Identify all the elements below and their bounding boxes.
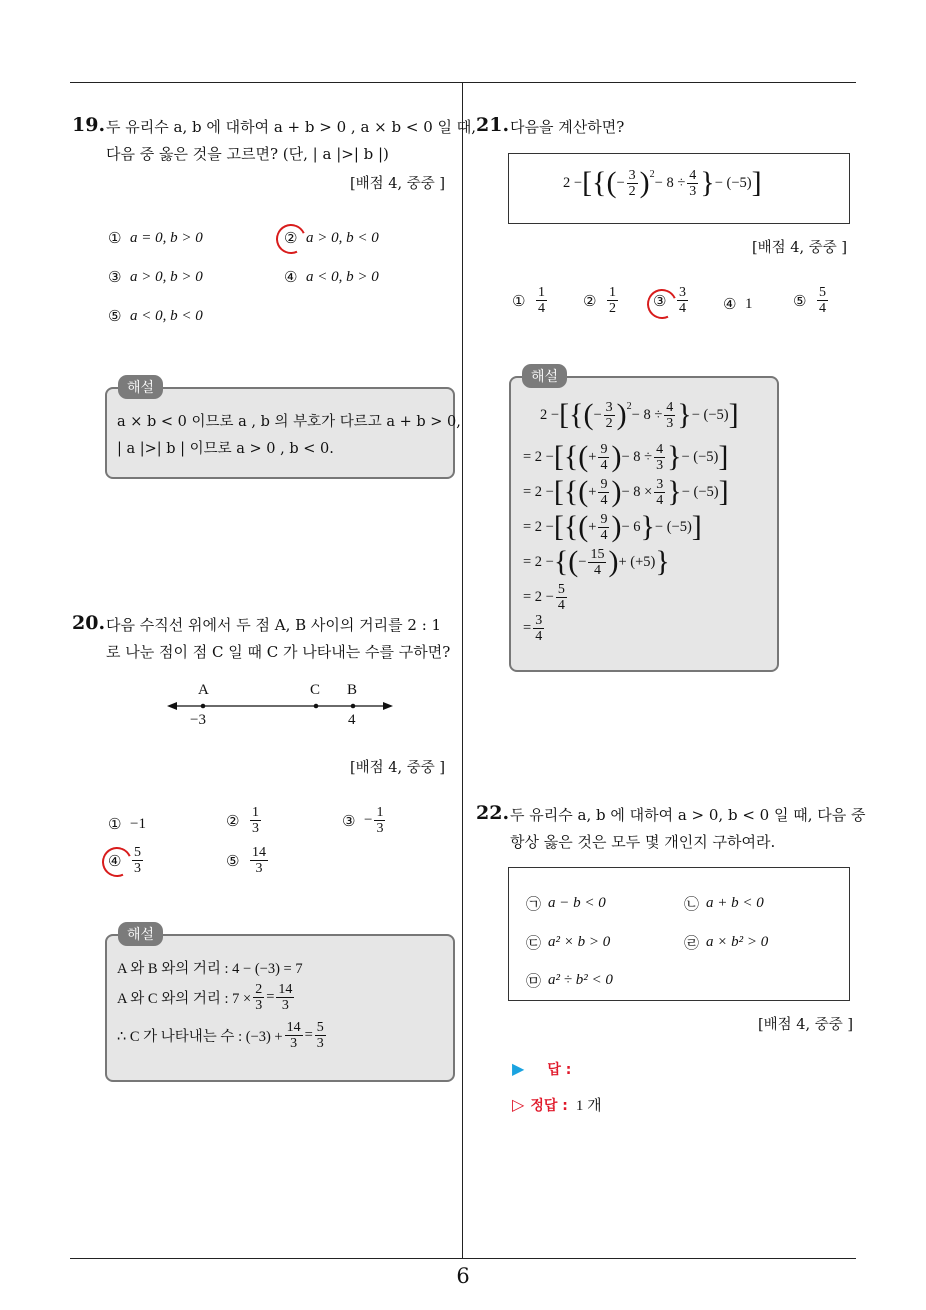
- fraction: [250, 805, 261, 836]
- numerator: 9: [600, 476, 608, 492]
- option-1[interactable]: [108, 815, 146, 833]
- fraction: [817, 285, 828, 316]
- question-text-line1: 두 유리수 a, b 에 대하여 a > 0, b < 0 일 때, 다음 중: [510, 806, 866, 824]
- question-text-line2: 항상 옳은 것은 모두 몇 개인지 구하여라.: [510, 833, 776, 851]
- option-2[interactable]: [583, 285, 620, 316]
- denominator: 3: [689, 183, 697, 199]
- fraction: [598, 442, 609, 473]
- score-meta: [배점 4, 중중 ]: [752, 240, 848, 256]
- solution-tag: 해설: [522, 364, 567, 388]
- numerator: 3: [605, 399, 613, 415]
- option-mark: ④: [723, 295, 737, 313]
- solution-step7: [523, 613, 546, 644]
- denominator: 3: [656, 457, 664, 473]
- correct-value: 1 개: [575, 1098, 602, 1114]
- point-a-label: A: [198, 682, 209, 698]
- numerator: 3: [535, 613, 543, 628]
- fraction: [132, 845, 143, 876]
- correct-answer-row: [512, 1094, 602, 1115]
- denominator: 4: [600, 492, 608, 508]
- column-divider: [462, 82, 463, 1258]
- step-tail: + (+5): [618, 553, 656, 570]
- paren-close: ): [639, 166, 650, 199]
- numerator: 9: [600, 511, 608, 527]
- question-number: 19.: [72, 114, 106, 136]
- solution-line2: [117, 982, 296, 1013]
- option-mark: ③: [108, 268, 122, 286]
- option-5[interactable]: [793, 285, 830, 316]
- option-text: a = 0, b > 0: [130, 229, 203, 246]
- option-mark: ①: [512, 291, 526, 310]
- step-tail: − (−5): [681, 483, 719, 500]
- play-icon: ▶: [512, 1059, 525, 1078]
- fraction: [276, 982, 294, 1013]
- solution-line3: [117, 1020, 328, 1051]
- step-pre: = 2 −: [523, 483, 554, 500]
- denominator: 4: [819, 301, 826, 316]
- numerator: 3: [679, 285, 686, 300]
- numerator: 1: [252, 805, 259, 820]
- step-pre: = 2 −: [523, 448, 554, 465]
- fraction: [598, 512, 609, 543]
- denominator: 2: [609, 301, 616, 316]
- solution-step2: = 2 − [{( + $\frac{9}{4}$ ) − 8 ÷ $\frac{4}{3}$ } − (−5) ]: [523, 440, 729, 473]
- fraction: [677, 285, 688, 316]
- step-pre: =: [523, 620, 532, 636]
- option-4[interactable]: [723, 295, 753, 313]
- statement-1: [526, 893, 606, 914]
- numerator: 9: [600, 441, 608, 457]
- option-text: 1: [745, 295, 753, 312]
- fraction: [250, 845, 268, 876]
- fraction: [654, 442, 665, 473]
- solution-box: [105, 387, 455, 479]
- option-text: a > 0, b < 0: [306, 229, 379, 246]
- solution-step5: = 2 − {( − $\frac{15}{4}$ ) + (+5) }: [523, 545, 670, 578]
- denominator: 3: [281, 998, 289, 1013]
- statement-mark: ㉤: [526, 972, 542, 990]
- numerator: 14: [252, 845, 266, 860]
- solution-step4: = 2 − [{( + $\frac{9}{4}$ ) − 6 } − (−5) ]: [523, 510, 702, 543]
- score-meta: [배점 4, 중중 ]: [350, 760, 446, 776]
- point-c-label: C: [310, 682, 321, 698]
- option-5[interactable]: [226, 845, 270, 876]
- question-text-line2: 다음 중 옳은 것을 고르면? (단, | a |>| b |): [106, 145, 389, 163]
- denominator: 3: [134, 861, 141, 876]
- score-meta: [배점 4, 중중 ]: [758, 1017, 854, 1033]
- point-a-value: −3: [190, 712, 206, 728]
- option-mark: ②: [284, 229, 298, 247]
- denominator: 4: [535, 629, 543, 644]
- denominator: 3: [255, 998, 263, 1013]
- fraction: [588, 547, 606, 578]
- page-number: 6: [456, 1264, 470, 1288]
- numerator: 4: [666, 399, 674, 415]
- numerator: 4: [689, 167, 697, 183]
- numerator: 5: [557, 582, 565, 597]
- expr-mid: − 8 ÷: [654, 174, 686, 191]
- fraction: [598, 477, 609, 508]
- fraction: [556, 582, 567, 613]
- fraction: [285, 1020, 303, 1051]
- option-mark: ③: [342, 811, 356, 830]
- option-mark: ⑤: [793, 291, 807, 310]
- option-mark: ④: [108, 851, 122, 870]
- correct-label: 정답 :: [530, 1097, 568, 1114]
- numerator: 5: [134, 845, 141, 860]
- step-pre: = 2 −: [523, 589, 554, 605]
- option-text: a < 0, b < 0: [130, 307, 203, 324]
- step-op: − 8 ÷: [621, 448, 653, 465]
- option-3[interactable]: [342, 805, 387, 836]
- question-text-line2: 로 나눈 점이 점 C 일 때 C 가 나타내는 수를 구하면?: [106, 643, 451, 661]
- statement-mark: ㉢: [526, 934, 542, 952]
- denominator: 4: [538, 301, 545, 316]
- expr-two: 2 −: [563, 174, 583, 191]
- statement-2: [684, 893, 764, 914]
- numerator: 1: [538, 285, 545, 300]
- statement-mark: ㉣: [684, 934, 700, 952]
- fraction: [315, 1020, 326, 1051]
- step-op: − 8 ÷: [631, 406, 663, 423]
- denominator: 2: [605, 415, 613, 431]
- score-meta: [배점 4, 중중 ]: [350, 176, 446, 192]
- option-mark: ⑤: [226, 851, 240, 870]
- step-pre: = 2 −: [523, 518, 554, 535]
- denominator: 4: [593, 562, 601, 578]
- brace-close: }: [700, 166, 715, 199]
- bracket-open: [{(: [582, 166, 617, 199]
- numerator: 3: [656, 476, 664, 492]
- denominator: 4: [600, 527, 608, 543]
- answer-row[interactable]: [512, 1059, 572, 1079]
- step-tail: − (−5): [691, 406, 729, 423]
- fraction: [607, 285, 618, 316]
- top-rule: [70, 82, 856, 83]
- denominator: 3: [252, 821, 259, 836]
- numerator: 14: [286, 1020, 301, 1035]
- denominator: 4: [557, 598, 565, 613]
- fraction: [604, 400, 615, 431]
- solution-tag: 해설: [118, 375, 163, 399]
- denominator: 3: [316, 1036, 324, 1051]
- bottom-rule: [70, 1258, 856, 1259]
- option-mark: ③: [653, 291, 667, 310]
- statement-4: [684, 932, 768, 953]
- denominator: 4: [679, 301, 686, 316]
- fraction: [533, 613, 544, 644]
- option-mark: ①: [108, 229, 122, 247]
- expr-tail: − (−5): [714, 174, 752, 191]
- bracket-close: ]: [751, 166, 762, 199]
- step-tail: − (−5): [681, 448, 719, 465]
- denominator: 4: [600, 457, 608, 473]
- option-3[interactable]: [108, 268, 203, 286]
- sign: −: [364, 812, 373, 828]
- statement-3: [526, 932, 610, 953]
- question-number: 21.: [476, 114, 510, 136]
- numerator: 5: [316, 1020, 324, 1035]
- point-b-value: 4: [348, 712, 356, 728]
- step-op: − 8 ×: [621, 483, 653, 500]
- option-2[interactable]: [226, 805, 263, 836]
- step-op: − 6: [621, 518, 641, 535]
- option-mark: ①: [108, 815, 122, 833]
- statement-text: a × b² > 0: [706, 934, 769, 950]
- option-mark: ②: [226, 811, 240, 830]
- step-pre: 2 −: [540, 406, 560, 423]
- option-1[interactable]: [108, 229, 203, 247]
- solution-tag: 해설: [118, 922, 163, 946]
- numerator: 15: [590, 546, 605, 562]
- answer-circle-mark: [272, 220, 310, 258]
- solution-step3: = 2 − [{( + $\frac{9}{4}$ ) − 8 × $\frac{3}{4}$ } − (−5) ]: [523, 475, 729, 508]
- equals: =: [304, 1027, 313, 1043]
- statement-text: a + b < 0: [706, 895, 764, 911]
- answer-label: 답 :: [547, 1062, 572, 1078]
- denominator: 3: [255, 861, 263, 876]
- numerator: 2: [255, 982, 263, 997]
- triangle-outline-icon: ▷: [512, 1095, 525, 1114]
- denominator: 3: [376, 821, 384, 836]
- numerator: 1: [376, 805, 384, 820]
- question-text-line1: 다음 수직선 위에서 두 점 A, B 사이의 거리를 2 : 1: [106, 616, 442, 634]
- question-number: 20.: [72, 612, 106, 634]
- numerator: 3: [628, 167, 636, 183]
- statement-mark: ㉡: [684, 895, 700, 913]
- statement-mark: ㉠: [526, 895, 542, 913]
- denominator: 3: [666, 415, 674, 431]
- option-mark: ⑤: [108, 307, 122, 325]
- numerator: 5: [819, 285, 826, 300]
- exponent: 2: [649, 168, 655, 180]
- option-5[interactable]: [108, 307, 203, 325]
- option-1[interactable]: [512, 285, 549, 316]
- equals: =: [266, 989, 275, 1005]
- fraction: [654, 477, 665, 508]
- sol-text: ∴ C 가 나타내는 수 : (−3) +: [117, 1029, 283, 1045]
- solution-line1: a × b < 0 이므로 a , b 의 부호가 다르고 a + b > 0,: [117, 414, 461, 430]
- sol-text: A 와 C 와의 거리 : 7 ×: [117, 991, 252, 1007]
- denominator: 2: [628, 183, 636, 199]
- fraction: [536, 285, 547, 316]
- fraction: [627, 168, 638, 199]
- numerator: 1: [609, 285, 616, 300]
- solution-line2: | a |>| b | 이므로 a > 0 , b < 0.: [117, 441, 334, 457]
- denominator: 4: [656, 492, 664, 508]
- step-tail: − (−5): [654, 518, 692, 535]
- solution-step6: [523, 582, 569, 613]
- statement-5: [526, 970, 613, 991]
- solution-line1: A 와 B 와의 거리 : 4 − (−3) = 7: [117, 961, 303, 977]
- fraction: [374, 805, 385, 836]
- option-mark: ②: [583, 291, 597, 310]
- question-number: 22.: [476, 802, 510, 824]
- question-text-line1: 다음을 계산하면?: [510, 118, 625, 136]
- numerator: 4: [656, 441, 664, 457]
- question-text-line1: 두 유리수 a, b 에 대하여 a + b > 0 , a × b < 0 일 때,: [106, 118, 477, 136]
- statement-text: a − b < 0: [548, 895, 606, 911]
- option-text: a > 0, b > 0: [130, 268, 203, 285]
- fraction: [253, 982, 264, 1013]
- numerator: 14: [278, 982, 293, 997]
- option-mark: ④: [284, 268, 298, 286]
- solution-step1: 2 − [{( − $\frac{3}{2}$ ) $^2$ − 8 ÷ $\frac{4}{3}$ } − (−5) ]: [540, 398, 739, 431]
- option-text: a < 0, b > 0: [306, 268, 379, 285]
- option-text: −1: [130, 815, 146, 832]
- statement-text: a² × b > 0: [548, 934, 611, 950]
- fraction: [687, 168, 698, 199]
- point-b-label: B: [347, 682, 358, 698]
- denominator: 3: [290, 1036, 298, 1051]
- statement-text: a² ÷ b² < 0: [548, 972, 613, 988]
- step-pre: = 2 −: [523, 553, 554, 570]
- expression: 2 − [{( − $\frac{3}{2}$ ) $^2$ − 8 ÷ $\frac{4}{3}$ } − (−5) ]: [563, 166, 762, 199]
- fraction: [664, 400, 675, 431]
- option-4[interactable]: [284, 268, 379, 286]
